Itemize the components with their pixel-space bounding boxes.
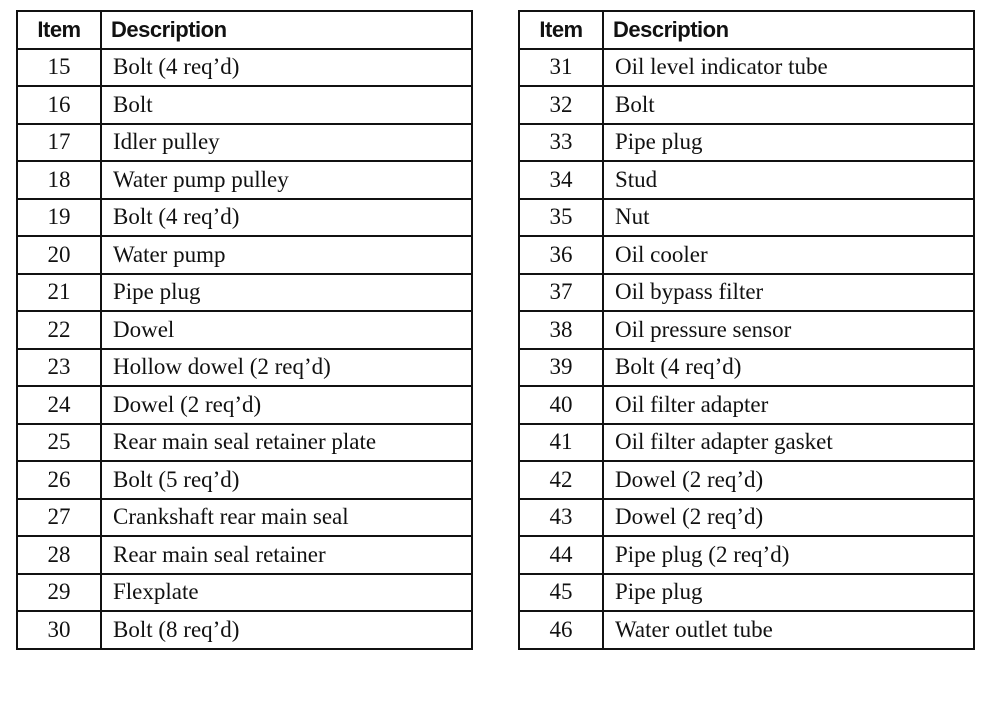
item-number-cell: 32 bbox=[519, 86, 603, 124]
item-number-cell: 41 bbox=[519, 424, 603, 462]
table-header-row bbox=[17, 11, 472, 49]
table-row bbox=[519, 386, 974, 424]
item-number-cell: 34 bbox=[519, 161, 603, 199]
description-cell: Rear main seal retainer bbox=[101, 536, 472, 574]
description-cell: Water outlet tube bbox=[603, 611, 974, 649]
item-number-cell: 24 bbox=[17, 386, 101, 424]
table-row bbox=[17, 424, 472, 462]
description-cell: Rear main seal retainer plate bbox=[101, 424, 472, 462]
item-number-cell: 19 bbox=[17, 199, 101, 237]
item-number-cell: 45 bbox=[519, 574, 603, 612]
table-row bbox=[519, 199, 974, 237]
table-row bbox=[17, 161, 472, 199]
description-cell: Dowel (2 req’d) bbox=[101, 386, 472, 424]
item-number-cell: 16 bbox=[17, 86, 101, 124]
table-row bbox=[17, 461, 472, 499]
item-number-cell: 30 bbox=[17, 611, 101, 649]
item-number-cell: 40 bbox=[519, 386, 603, 424]
table-row bbox=[17, 349, 472, 387]
item-number-cell: 31 bbox=[519, 49, 603, 87]
description-cell: Nut bbox=[603, 199, 974, 237]
table-row bbox=[17, 574, 472, 612]
table-row bbox=[17, 611, 472, 649]
description-cell: Dowel bbox=[101, 311, 472, 349]
table-row bbox=[519, 424, 974, 462]
table-row bbox=[17, 311, 472, 349]
table-row bbox=[17, 536, 472, 574]
description-cell: Pipe plug (2 req’d) bbox=[603, 536, 974, 574]
description-cell: Pipe plug bbox=[101, 274, 472, 312]
table-row bbox=[17, 86, 472, 124]
table-row bbox=[519, 274, 974, 312]
item-number-cell: 21 bbox=[17, 274, 101, 312]
table-row bbox=[519, 461, 974, 499]
description-cell: Bolt (4 req’d) bbox=[101, 199, 472, 237]
column-header-item: Item bbox=[17, 11, 101, 49]
description-cell: Oil level indicator tube bbox=[603, 49, 974, 87]
item-number-cell: 33 bbox=[519, 124, 603, 162]
description-cell: Bolt (8 req’d) bbox=[101, 611, 472, 649]
item-number-cell: 27 bbox=[17, 499, 101, 537]
item-number-cell: 22 bbox=[17, 311, 101, 349]
column-header-item: Item bbox=[519, 11, 603, 49]
table-row bbox=[17, 386, 472, 424]
description-cell: Water pump bbox=[101, 236, 472, 274]
description-cell: Bolt (4 req’d) bbox=[101, 49, 472, 87]
description-cell: Idler pulley bbox=[101, 124, 472, 162]
item-number-cell: 43 bbox=[519, 499, 603, 537]
item-number-cell: 18 bbox=[17, 161, 101, 199]
item-number-cell: 28 bbox=[17, 536, 101, 574]
table-row bbox=[17, 49, 472, 87]
item-number-cell: 29 bbox=[17, 574, 101, 612]
description-cell: Bolt (4 req’d) bbox=[603, 349, 974, 387]
table-row bbox=[17, 199, 472, 237]
description-cell: Oil cooler bbox=[603, 236, 974, 274]
item-number-cell: 37 bbox=[519, 274, 603, 312]
description-cell: Bolt bbox=[603, 86, 974, 124]
description-cell: Bolt bbox=[101, 86, 472, 124]
item-number-cell: 39 bbox=[519, 349, 603, 387]
column-header-description: Description bbox=[101, 11, 472, 49]
parts-table-right bbox=[518, 10, 975, 650]
table-row bbox=[519, 124, 974, 162]
item-number-cell: 17 bbox=[17, 124, 101, 162]
table-row bbox=[519, 86, 974, 124]
item-number-cell: 46 bbox=[519, 611, 603, 649]
item-number-cell: 36 bbox=[519, 236, 603, 274]
item-number-cell: 38 bbox=[519, 311, 603, 349]
table-row bbox=[17, 274, 472, 312]
description-cell: Hollow dowel (2 req’d) bbox=[101, 349, 472, 387]
item-number-cell: 20 bbox=[17, 236, 101, 274]
table-row bbox=[519, 311, 974, 349]
table-row bbox=[17, 236, 472, 274]
item-number-cell: 26 bbox=[17, 461, 101, 499]
description-cell: Oil filter adapter gasket bbox=[603, 424, 974, 462]
description-cell: Oil pressure sensor bbox=[603, 311, 974, 349]
description-cell: Pipe plug bbox=[603, 574, 974, 612]
item-number-cell: 23 bbox=[17, 349, 101, 387]
column-header-description: Description bbox=[603, 11, 974, 49]
item-number-cell: 15 bbox=[17, 49, 101, 87]
table-header-row bbox=[519, 11, 974, 49]
description-cell: Oil filter adapter bbox=[603, 386, 974, 424]
item-number-cell: 25 bbox=[17, 424, 101, 462]
table-row bbox=[519, 574, 974, 612]
description-cell: Crankshaft rear main seal bbox=[101, 499, 472, 537]
description-cell: Bolt (5 req’d) bbox=[101, 461, 472, 499]
description-cell: Oil bypass filter bbox=[603, 274, 974, 312]
table-row bbox=[17, 499, 472, 537]
item-number-cell: 35 bbox=[519, 199, 603, 237]
table-row bbox=[519, 349, 974, 387]
item-number-cell: 44 bbox=[519, 536, 603, 574]
description-cell: Flexplate bbox=[101, 574, 472, 612]
item-number-cell: 42 bbox=[519, 461, 603, 499]
table-row bbox=[519, 49, 974, 87]
description-cell: Water pump pulley bbox=[101, 161, 472, 199]
table-row bbox=[519, 536, 974, 574]
description-cell: Pipe plug bbox=[603, 124, 974, 162]
table-row bbox=[519, 499, 974, 537]
table-row bbox=[519, 611, 974, 649]
parts-table-left bbox=[16, 10, 473, 650]
table-row bbox=[17, 124, 472, 162]
table-row bbox=[519, 236, 974, 274]
table-row bbox=[519, 161, 974, 199]
description-cell: Stud bbox=[603, 161, 974, 199]
description-cell: Dowel (2 req’d) bbox=[603, 461, 974, 499]
description-cell: Dowel (2 req’d) bbox=[603, 499, 974, 537]
